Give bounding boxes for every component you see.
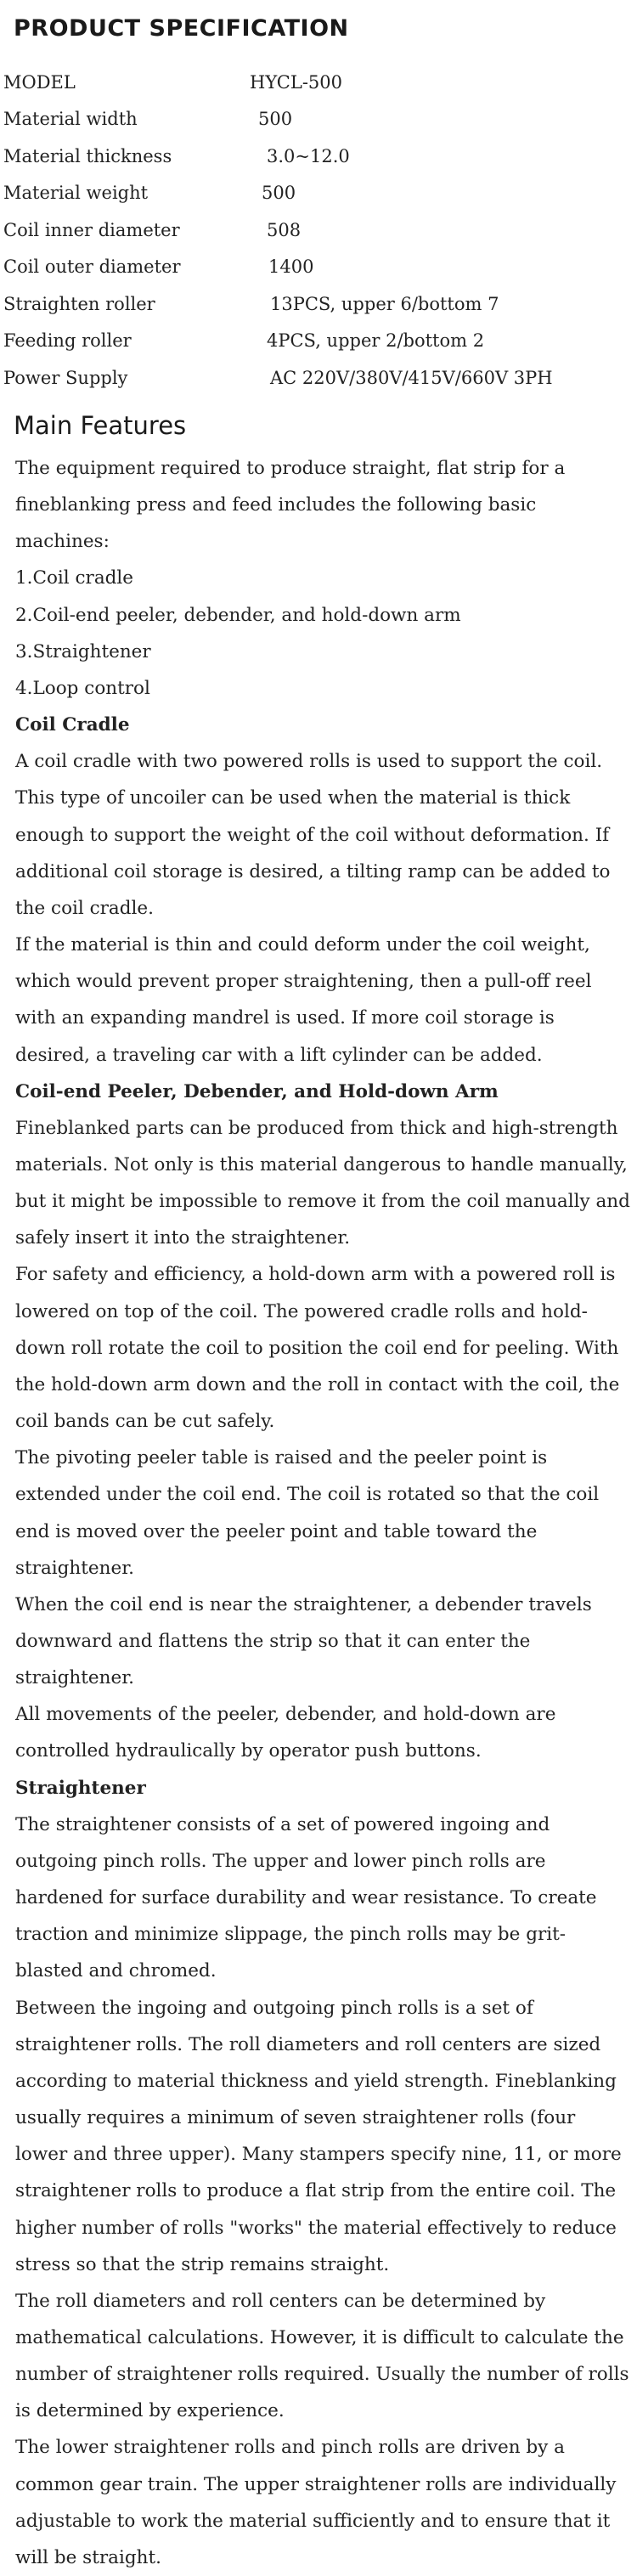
spec-value: AC 220V/380V/415V/660V 3PH bbox=[270, 367, 553, 388]
spec-value: 3.0~12.0 bbox=[267, 145, 350, 166]
spec-row bbox=[3, 323, 632, 360]
feature-paragraph: The pivoting peeler table is raised and the peeler point is extended under the coil end. The coil is rotated so that the coil end is moved over the peeler point and table toward the straightener. bbox=[15, 1447, 600, 1579]
spec-value: 13PCS, upper 6/bottom 7 bbox=[270, 293, 499, 314]
spec-value: 508 bbox=[267, 219, 302, 240]
spec-key: Material width bbox=[3, 109, 138, 130]
feature-list-item: 4.Loop control bbox=[15, 677, 150, 699]
spec-value: 4PCS, upper 2/bottom 2 bbox=[267, 330, 485, 352]
spec-row bbox=[3, 359, 632, 397]
spec-key: Material thickness bbox=[3, 145, 172, 166]
spec-value: HYCL-500 bbox=[250, 71, 342, 93]
feature-paragraph: All movements of the peeler, debender, and hold-down are controlled hydraulically by operator push buttons. bbox=[15, 1704, 556, 1762]
section-heading-straightener: Straightener bbox=[15, 1777, 146, 1799]
spec-row bbox=[3, 101, 632, 138]
feature-paragraph: The roll diameters and roll centers can be determined by mathematical calculations. However, it is difficult to calculate the number of straightener rolls required. Usually the number of rolls is determined by experience. bbox=[15, 2290, 629, 2422]
spec-value: 1400 bbox=[268, 256, 314, 278]
spec-key: Feeding roller bbox=[3, 330, 132, 352]
spec-key: Material weight bbox=[3, 183, 149, 204]
spec-key: Power Supply bbox=[3, 367, 128, 388]
feature-paragraph: The equipment required to produce straight, flat strip for a fineblanking press and feed includes the following basic machines: bbox=[15, 458, 566, 553]
feature-paragraph: If the material is thin and could deform under the coil weight, which would prevent proper straightening, then a pull-off reel with an expanding mandrel is used. If more coil storage is desired, a traveling car with a lift cylinder can be added. bbox=[15, 934, 592, 1066]
feature-list-item: 1.Coil cradle bbox=[15, 567, 133, 589]
spec-row bbox=[3, 285, 632, 323]
spec-value: 500 bbox=[262, 183, 296, 204]
feature-list-item: 3.Straightener bbox=[15, 640, 151, 662]
section-heading-peeler: Coil-end Peeler, Debender, and Hold-down Arm bbox=[15, 1080, 499, 1102]
feature-paragraph: For safety and efficiency, a hold-down arm with a powered roll is lowered on top of the coil. The powered cradle rolls and hold-down roll rotate the coil to position the coil end for peeling. With the hold-down arm down and the roll in contact with the coil, the coil bands can be cut safely. bbox=[15, 1264, 620, 1433]
feature-paragraph: Fineblanked parts can be produced from thick and high-strength materials. Not only is this material dangerous to handle manually, but it might be impossible to remove it from the coil manually and safely insert it into the straightener. bbox=[15, 1117, 630, 1249]
spec-title: PRODUCT SPECIFICATION bbox=[14, 15, 349, 42]
spec-row bbox=[3, 211, 632, 249]
spec-key: Coil inner diameter bbox=[3, 219, 180, 240]
features-body bbox=[15, 450, 632, 2576]
spec-key: Coil outer diameter bbox=[3, 256, 181, 278]
feature-paragraph: When the coil end is near the straightener, a debender travels downward and flattens the strip so that it can enter the straightener. bbox=[15, 1593, 592, 1689]
spec-row bbox=[3, 175, 632, 212]
spec-row bbox=[3, 64, 632, 101]
spec-key: MODEL bbox=[3, 71, 76, 93]
spec-row bbox=[3, 249, 632, 286]
spec-row bbox=[3, 138, 632, 175]
spec-key: Straighten roller bbox=[3, 293, 155, 314]
feature-paragraph: Between the ingoing and outgoing pinch rolls is a set of straightener rolls. The roll diameters and roll centers are sized according to material thickness and yield strength. Fineblanking usually requires a minimum of seven straightener rolls (four lower and three upper). Many stampers specify nine, 11, or more straightener rolls to produce a flat strip from the entire coil. The higher number of rolls "works" the material effectively to reduce stress so that the strip remains straight. bbox=[15, 1997, 622, 2275]
spec-table bbox=[3, 64, 632, 397]
section-heading-coil-cradle: Coil Cradle bbox=[15, 714, 130, 736]
feature-paragraph: A coil cradle with two powered rolls is used to support the coil. This type of uncoiler can be used when the material is thick enough to support the weight of the coil without deformation. If additional coil storage is desired, a tilting ramp can be added to the coil cradle. bbox=[15, 751, 611, 919]
feature-list-item: 2.Coil-end peeler, debender, and hold-down arm bbox=[15, 604, 461, 626]
feature-paragraph: The lower straightener rolls and pinch rolls are driven by a common gear train. The upper straightener rolls are individually adjustable to work the material sufficiently and to ensure that it will be straight. bbox=[15, 2437, 617, 2568]
feature-paragraph: The straightener consists of a set of powered ingoing and outgoing pinch rolls. The upper and lower pinch rolls are hardened for surface durability and wear resistance. To create traction and minimize slippage, the pinch rolls may be grit-blasted and chromed. bbox=[15, 1813, 597, 1982]
features-title: Main Features bbox=[14, 411, 187, 440]
spec-value: 500 bbox=[258, 109, 293, 130]
